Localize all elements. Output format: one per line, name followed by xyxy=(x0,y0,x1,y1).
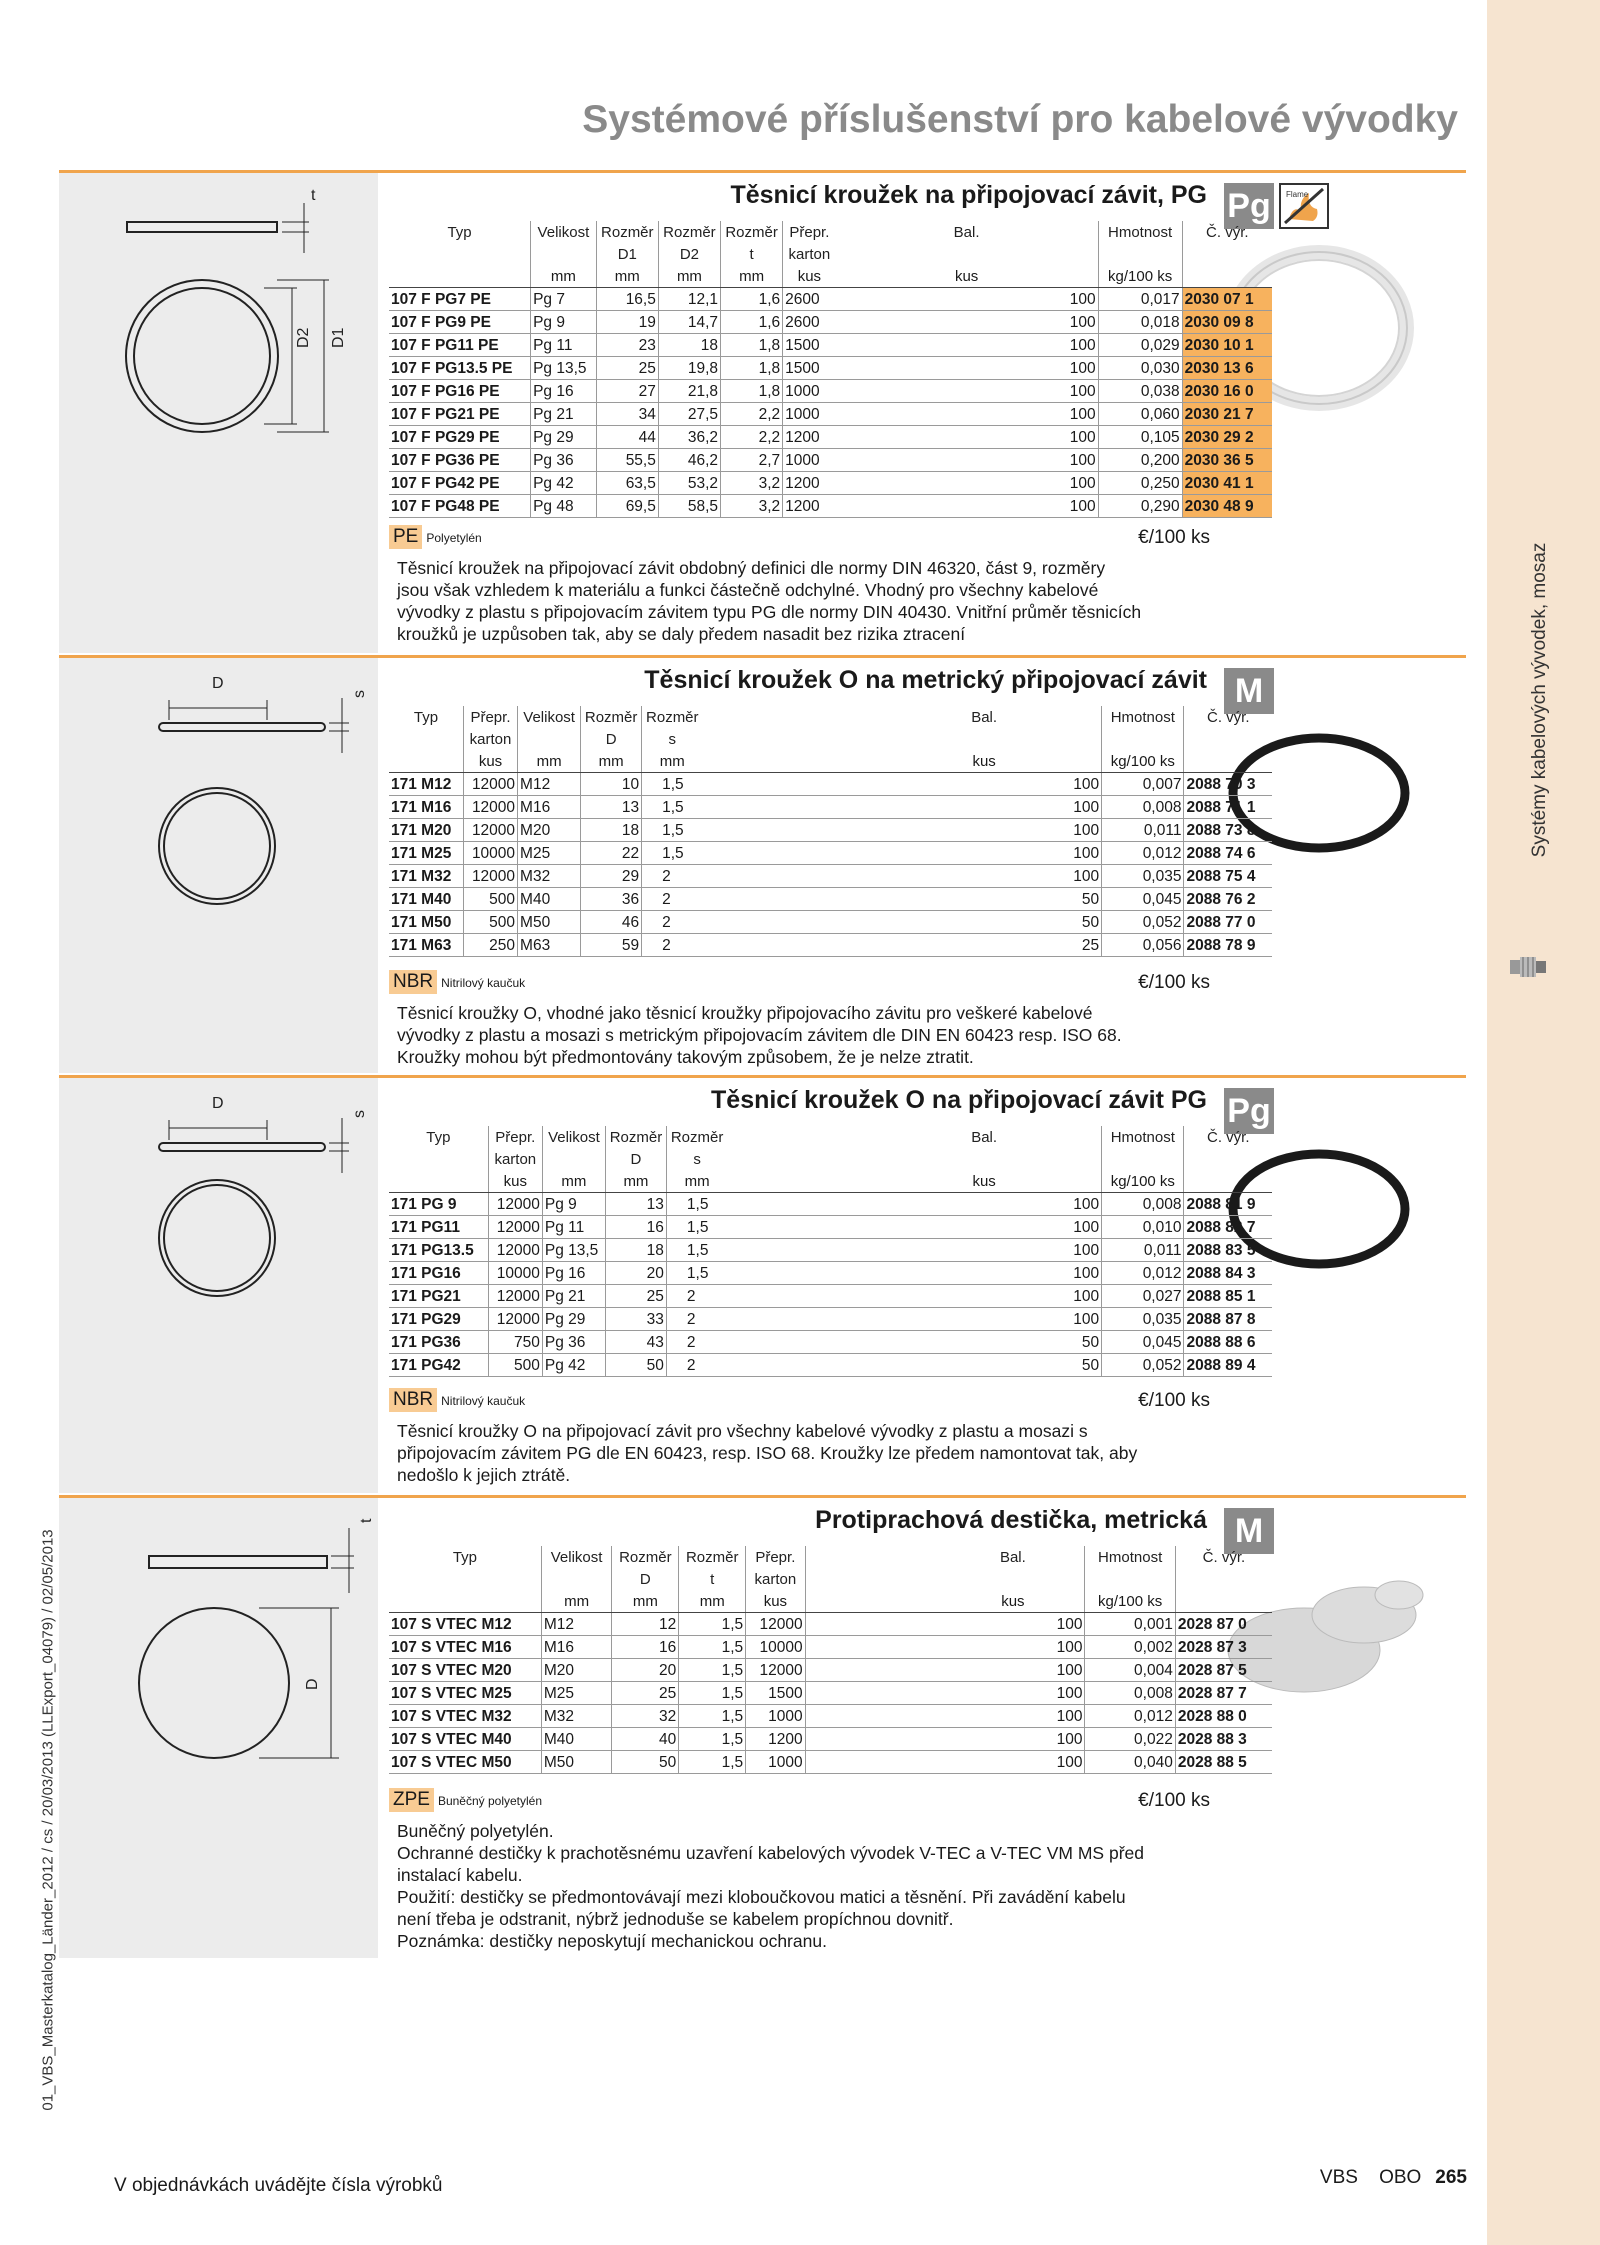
svg-text:t: t xyxy=(358,1518,375,1523)
table-row: 171 PG29 12000 Pg 29 33 2 100 0,035 2088 87 8 xyxy=(389,1308,1272,1331)
table-row: 171 M40 500 M40 36 2 50 0,045 2088 76 2 xyxy=(389,888,1272,911)
table-row: 171 M20 12000 M20 18 1,5 100 0,011 2088 73 8 xyxy=(389,819,1272,842)
catalog-reference: 01_VBS_Masterkatalog_Länder_2012 / cs / 20/03/2013 (LLExport_04079) / 02/05/2013 xyxy=(39,1529,57,2111)
product-table xyxy=(389,221,1272,518)
section-title: Protiprachová destička, metrická xyxy=(815,1506,1207,1534)
technical-drawing xyxy=(59,1498,378,1958)
page-number: 265 xyxy=(1435,2167,1467,2188)
drawing-label-t: t xyxy=(311,187,316,204)
product-description: Těsnicí kroužky O na připojovací závit pro všechny kabelové vývodky z plastu a mosazi s připojovacím závitem PG dle EN 60423, resp. ISO 68. Kroužky lze předem namontovat tak, aby nedošlo k jejich ztrátě. xyxy=(397,1421,1138,1485)
pg-badge: Pg xyxy=(1224,183,1274,229)
section-title: Těsnicí kroužek O na metrický připojovací závit xyxy=(644,666,1207,694)
technical-drawing xyxy=(59,1078,378,1493)
table-row: 107 F PG36 PE Pg 36 55,5 46,2 2,7 1000 100 0,200 2030 36 5 xyxy=(389,449,1272,472)
svg-text:D1: D1 xyxy=(330,327,347,348)
table-row: 107 S VTEC M12 M12 12 1,5 12000 100 0,001 2028 87 0 xyxy=(389,1613,1272,1636)
table-row: 171 M50 500 M50 46 2 50 0,052 2088 77 0 xyxy=(389,911,1272,934)
product-description: Těsnicí kroužky O, vhodné jako těsnicí kroužky připojovacího závitu pro veškeré kabelové vývodky z plastu a mosazi s metrickým připojovacím závitem dle DIN EN 60423 resp. ISO 68. Kroužky mohou být předmontovány takovým způsobem, že je nelze ztratit. xyxy=(397,1003,1122,1067)
price-unit: €/100 ks xyxy=(1138,1790,1210,1811)
price-unit: €/100 ks xyxy=(1138,1390,1210,1411)
section-title: Těsnicí kroužek O na připojovací závit PG xyxy=(711,1086,1207,1114)
section-dust-plate xyxy=(59,1495,1466,1958)
table-row: 171 PG42 500 Pg 42 50 2 50 0,052 2088 89 4 xyxy=(389,1354,1272,1377)
table-row: 107 S VTEC M16 M16 16 1,5 10000 100 0,002 2028 87 3 xyxy=(389,1636,1272,1659)
table-row: 107 S VTEC M20 M20 20 1,5 12000 100 0,004 2028 87 5 xyxy=(389,1659,1272,1682)
side-tab-label: Systémy kabelových vývodek, mosaz xyxy=(1529,542,1550,858)
table-row: 107 F PG11 PE Pg 11 23 18 1,8 1500 100 0,029 2030 10 1 xyxy=(389,334,1272,357)
technical-drawing xyxy=(59,658,378,1073)
table-row: 171 PG16 10000 Pg 16 20 1,5 100 0,012 2088 84 3 xyxy=(389,1262,1272,1285)
table-row: 171 M12 12000 M12 10 1,5 100 0,007 2088 70 3 xyxy=(389,773,1272,796)
table-row: 107 F PG48 PE Pg 48 69,5 58,5 3,2 1200 100 0,290 2030 48 9 xyxy=(389,495,1272,518)
table-row: 171 M32 12000 M32 29 2 100 0,035 2088 75 4 xyxy=(389,865,1272,888)
table-header-row-2: D t karton xyxy=(389,1568,1272,1590)
table-header-row-2: karton D s xyxy=(389,728,1272,750)
table-header-row-2: D1 D2 t karton xyxy=(389,243,1272,265)
table-row: 107 F PG21 PE Pg 21 34 27,5 2,2 1000 100 0,060 2030 21 7 xyxy=(389,403,1272,426)
table-header-row: Typ Velikost Rozměr Rozměr Rozměr Přepr. Bal. Hmotnost Č. výr. xyxy=(389,221,1272,243)
page-title: Systémové příslušenství pro kabelové vývodky xyxy=(582,98,1458,141)
svg-text:s: s xyxy=(351,690,368,698)
cable-gland-icon xyxy=(1508,952,1548,982)
table-row: 171 PG21 12000 Pg 21 25 2 100 0,027 2088 85 1 xyxy=(389,1285,1272,1308)
svg-text:D2: D2 xyxy=(295,327,312,348)
product-description: Buněčný polyetylén. Ochranné destičky k prachotěsnému uzavření kabelových vývodek V-TEC a V-TEC VM MS před instalací kabelu. Použití: destičky se předmontovávají mezi kloboučkovou matici a těsnění. Při zavádění kabelu není třeba je odstranit, nýbrž jednoduše se kabelem propíchnou dovnitř. Poznámka: destičky neposkytují mechanickou ochranu. xyxy=(397,1821,1144,1951)
table-row: 171 M16 12000 M16 13 1,5 100 0,008 2088 71 1 xyxy=(389,796,1272,819)
table-unit-row: kus mm mm mm kus kg/100 ks xyxy=(389,750,1272,773)
table-row: 107 S VTEC M40 M40 40 1,5 1200 100 0,022 2028 88 3 xyxy=(389,1728,1272,1751)
table-row: 107 F PG29 PE Pg 29 44 36,2 2,2 1200 100 0,105 2030 29 2 xyxy=(389,426,1272,449)
material-label: PE Polyetylén xyxy=(389,525,482,549)
product-table xyxy=(389,1546,1272,1774)
table-row: 107 F PG13.5 PE Pg 13,5 25 19,8 1,8 1500 100 0,030 2030 13 6 xyxy=(389,357,1272,380)
table-row: 107 F PG7 PE Pg 7 16,5 12,1 1,6 2600 100 0,017 2030 07 1 xyxy=(389,288,1272,311)
table-row: 171 PG 9 12000 Pg 9 13 1,5 100 0,008 2088 81 9 xyxy=(389,1193,1272,1216)
material-label: NBR Nitrilový kaučuk xyxy=(389,970,525,994)
m-badge: M xyxy=(1224,668,1274,714)
table-row: 107 F PG16 PE Pg 16 27 21,8 1,8 1000 100 0,038 2030 16 0 xyxy=(389,380,1272,403)
price-unit: €/100 ks xyxy=(1138,527,1210,548)
product-table xyxy=(389,706,1272,957)
product-description: Těsnicí kroužek na připojovací závit obdobný definici dle normy DIN 46320, část 9, rozměry jsou však vzhledem k materiálu a funkci částečně odchylné. Vhodný pro všechny kabelové vývodky z plastu s připojovacím závitem typu PG dle normy DIN 40430. Vnitřní průměr těsnicích kroužků je uzpůsoben tak, aby se daly předem nasadit bez rizika ztracení xyxy=(397,558,1142,644)
table-header-row: Typ Přepr. Velikost Rozměr Rozměr Bal. Hmotnost Č. výr. xyxy=(389,706,1272,728)
table-row: 107 F PG42 PE Pg 42 63,5 53,2 3,2 1200 100 0,250 2030 41 1 xyxy=(389,472,1272,495)
table-row: 107 S VTEC M50 M50 50 1,5 1000 100 0,040 2028 88 5 xyxy=(389,1751,1272,1774)
product-table xyxy=(389,1126,1272,1377)
section-pg-o-ring xyxy=(59,1075,1466,1493)
flame-retardant-icon xyxy=(1279,183,1329,229)
table-row: 107 F PG9 PE Pg 9 19 14,7 1,6 2600 100 0,018 2030 09 8 xyxy=(389,311,1272,334)
footer-page-info: VBS OBO 265 xyxy=(1319,2167,1467,2188)
table-row: 171 PG11 12000 Pg 11 16 1,5 100 0,010 2088 82 7 xyxy=(389,1216,1272,1239)
price-unit: €/100 ks xyxy=(1138,972,1210,993)
svg-text:D: D xyxy=(212,675,224,692)
svg-text:Flame: Flame xyxy=(1286,190,1309,199)
table-unit-row: kus mm mm mm kus kg/100 ks xyxy=(389,1170,1272,1193)
svg-text:s: s xyxy=(351,1110,368,1118)
svg-text:D: D xyxy=(304,1678,321,1690)
table-unit-row: mm mm mm mm kus kus kg/100 ks xyxy=(389,265,1272,288)
section-title: Těsnicí kroužek na připojovací závit, PG xyxy=(730,181,1207,209)
table-header-row: Typ Přepr. Velikost Rozměr Rozměr Bal. Hmotnost Č. výr. xyxy=(389,1126,1272,1148)
table-row: 107 S VTEC M25 M25 25 1,5 1500 100 0,008 2028 87 7 xyxy=(389,1682,1272,1705)
section-pg-sealing-ring xyxy=(59,170,1466,653)
table-row: 171 M63 250 M63 59 2 25 0,056 2088 78 9 xyxy=(389,934,1272,957)
pg-badge: Pg xyxy=(1224,1088,1274,1134)
table-header-row: Typ Velikost Rozměr Rozměr Přepr. Bal. Hmotnost Č. výr. xyxy=(389,1546,1272,1568)
table-header-row-2: karton D s xyxy=(389,1148,1272,1170)
m-badge: M xyxy=(1224,1508,1274,1554)
material-label: ZPE Buněčný polyetylén xyxy=(389,1788,542,1812)
technical-drawing xyxy=(59,173,378,653)
svg-text:D: D xyxy=(212,1095,224,1112)
side-tab xyxy=(1487,0,1600,2245)
table-row: 171 M25 10000 M25 22 1,5 100 0,012 2088 74 6 xyxy=(389,842,1272,865)
footer-note: V objednávkách uvádějte čísla výrobků xyxy=(114,2175,443,2196)
material-label: NBR Nitrilový kaučuk xyxy=(389,1388,525,1412)
table-unit-row: mm mm mm kus kus kg/100 ks xyxy=(389,1590,1272,1613)
section-metric-o-ring xyxy=(59,655,1466,1073)
table-row: 171 PG36 750 Pg 36 43 2 50 0,045 2088 88 6 xyxy=(389,1331,1272,1354)
table-row: 171 PG13.5 12000 Pg 13,5 18 1,5 100 0,011 2088 83 5 xyxy=(389,1239,1272,1262)
table-row: 107 S VTEC M32 M32 32 1,5 1000 100 0,012 2028 88 0 xyxy=(389,1705,1272,1728)
